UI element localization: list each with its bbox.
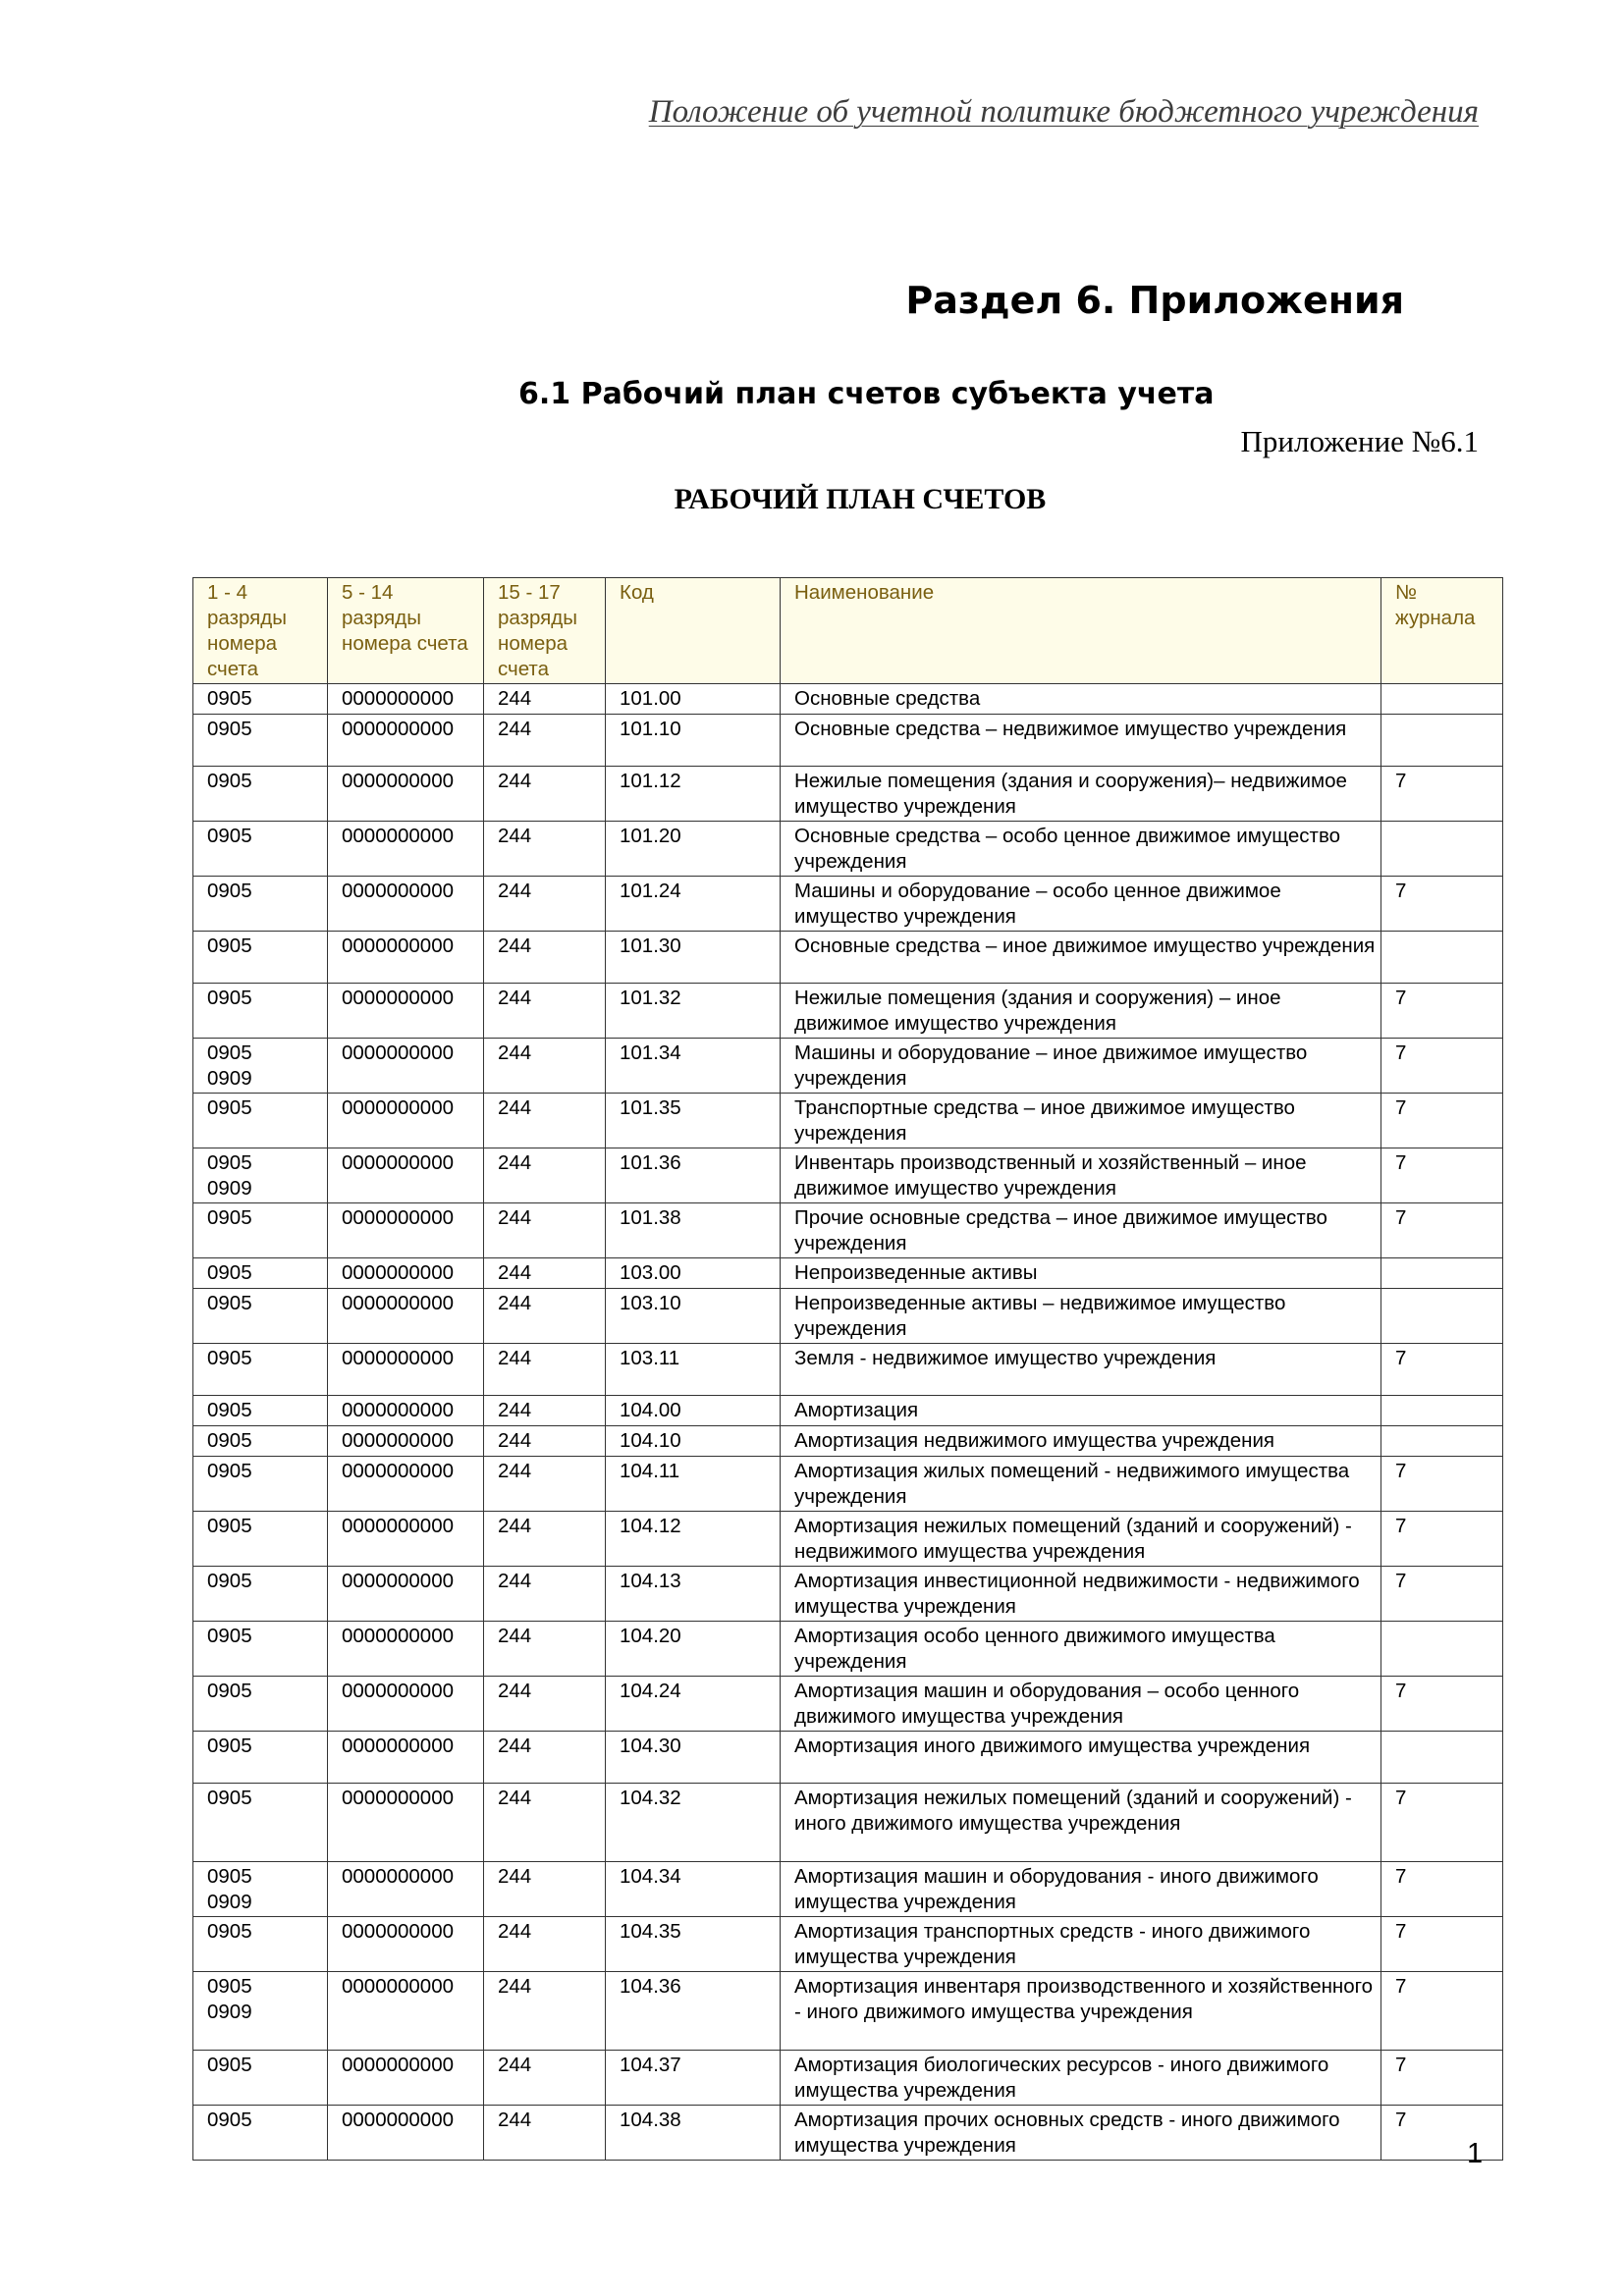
table-row	[193, 1039, 1503, 1094]
cell-journal	[1381, 822, 1503, 877]
cell-digits-1-4: 0905	[193, 1567, 328, 1622]
cell-digits-5-14: 0000000000	[328, 822, 484, 877]
cell-code: 101.38	[606, 1203, 781, 1258]
cell-digits-5-14: 0000000000	[328, 1862, 484, 1917]
cell-journal: 7	[1381, 767, 1503, 822]
cell-code: 104.38	[606, 2106, 781, 2161]
cell-digits-1-4: 0905	[193, 767, 328, 822]
cell-digits-5-14: 0000000000	[328, 1917, 484, 1972]
cell-digits-15-17: 244	[484, 2051, 606, 2106]
cell-digits-1-4: 0905	[193, 1457, 328, 1512]
cell-code: 101.12	[606, 767, 781, 822]
cell-digits-1-4: 0905	[193, 1512, 328, 1567]
table-row	[193, 1396, 1503, 1426]
cell-code: 101.00	[606, 684, 781, 715]
cell-name: Амортизация транспортных средств - иного движимого имущества учреждения	[781, 1917, 1381, 1972]
column-header-digits-15-17: 15 - 17 разряды номера счета	[484, 578, 606, 684]
cell-digits-5-14: 0000000000	[328, 932, 484, 984]
cell-digits-1-4: 0905	[193, 715, 328, 767]
cell-code: 104.32	[606, 1784, 781, 1862]
cell-digits-1-4: 0905	[193, 984, 328, 1039]
cell-name: Основные средства – недвижимое имущество учреждения	[781, 715, 1381, 767]
table-row	[193, 1203, 1503, 1258]
cell-journal: 7	[1381, 1862, 1503, 1917]
cell-digits-5-14: 0000000000	[328, 1148, 484, 1203]
cell-digits-1-4: 0905	[193, 1289, 328, 1344]
cell-digits-5-14: 0000000000	[328, 1396, 484, 1426]
cell-digits-5-14: 0000000000	[328, 1972, 484, 2051]
document-title: РАБОЧИЙ ПЛАН СЧЕТОВ	[674, 483, 1047, 515]
cell-code: 104.13	[606, 1567, 781, 1622]
cell-name: Инвентарь производственный и хозяйственный – иное движимое имущество учреждения	[781, 1148, 1381, 1203]
cell-digits-1-4: 0905	[193, 1732, 328, 1784]
cell-code: 104.34	[606, 1862, 781, 1917]
appendix-label: Приложение №6.1	[1240, 424, 1479, 458]
table-row	[193, 1426, 1503, 1457]
cell-digits-15-17: 244	[484, 1094, 606, 1148]
cell-name: Амортизация машин и оборудования – особо ценного движимого имущества учреждения	[781, 1677, 1381, 1732]
cell-digits-5-14: 0000000000	[328, 1567, 484, 1622]
cell-code: 104.20	[606, 1622, 781, 1677]
cell-digits-1-4: 0905	[193, 932, 328, 984]
cell-digits-15-17: 244	[484, 1148, 606, 1203]
cell-journal: 7	[1381, 1917, 1503, 1972]
cell-digits-5-14: 0000000000	[328, 1344, 484, 1396]
cell-name: Машины и оборудование – иное движимое имущество учреждения	[781, 1039, 1381, 1094]
cell-digits-5-14: 0000000000	[328, 877, 484, 932]
cell-digits-15-17: 244	[484, 1677, 606, 1732]
cell-digits-15-17: 244	[484, 715, 606, 767]
cell-name: Амортизация биологических ресурсов - иного движимого имущества учреждения	[781, 2051, 1381, 2106]
cell-code: 101.24	[606, 877, 781, 932]
table-row	[193, 715, 1503, 767]
table-row	[193, 684, 1503, 715]
table-row	[193, 932, 1503, 984]
cell-digits-5-14: 0000000000	[328, 1512, 484, 1567]
table-row	[193, 1784, 1503, 1862]
cell-name: Основные средства	[781, 684, 1381, 715]
cell-digits-15-17: 244	[484, 1917, 606, 1972]
cell-name: Земля - недвижимое имущество учреждения	[781, 1344, 1381, 1396]
cell-digits-5-14: 0000000000	[328, 1258, 484, 1289]
cell-code: 104.36	[606, 1972, 781, 2051]
cell-name: Амортизация машин и оборудования - иного движимого имущества учреждения	[781, 1862, 1381, 1917]
cell-code: 101.32	[606, 984, 781, 1039]
table-body	[193, 684, 1503, 2161]
cell-name: Амортизация инвестиционной недвижимости - недвижимого имущества учреждения	[781, 1567, 1381, 1622]
cell-name: Амортизация нежилых помещений (зданий и сооружений) - недвижимого имущества учреждения	[781, 1512, 1381, 1567]
cell-journal: 7	[1381, 1512, 1503, 1567]
cell-digits-1-4: 0905	[193, 1622, 328, 1677]
cell-journal: 7	[1381, 877, 1503, 932]
cell-name: Амортизация инвентаря производственного и хозяйственного - иного движимого имущества учреждения	[781, 1972, 1381, 2051]
table-row	[193, 1677, 1503, 1732]
cell-name: Непроизведенные активы – недвижимое имущество учреждения	[781, 1289, 1381, 1344]
cell-journal	[1381, 1289, 1503, 1344]
cell-journal: 7	[1381, 1344, 1503, 1396]
table-row	[193, 2051, 1503, 2106]
table-row	[193, 822, 1503, 877]
table-row	[193, 1457, 1503, 1512]
cell-journal: 7	[1381, 1203, 1503, 1258]
cell-digits-15-17: 244	[484, 1622, 606, 1677]
cell-journal: 7	[1381, 1677, 1503, 1732]
cell-code: 104.00	[606, 1396, 781, 1426]
cell-journal	[1381, 1258, 1503, 1289]
cell-digits-1-4: 0905	[193, 2106, 328, 2161]
cell-digits-1-4: 0905 0909	[193, 1039, 328, 1094]
cell-name: Нежилые помещения (здания и сооружения) – иное движимое имущество учреждения	[781, 984, 1381, 1039]
cell-digits-5-14: 0000000000	[328, 1426, 484, 1457]
cell-digits-15-17: 244	[484, 984, 606, 1039]
section-title: Раздел 6. Приложения	[905, 279, 1404, 322]
cell-digits-1-4: 0905 0909	[193, 1862, 328, 1917]
table-row	[193, 1567, 1503, 1622]
cell-digits-15-17: 244	[484, 822, 606, 877]
cell-digits-1-4: 0905	[193, 1344, 328, 1396]
chart-of-accounts-table	[192, 577, 1503, 2161]
cell-name: Амортизация прочих основных средств - иного движимого имущества учреждения	[781, 2106, 1381, 2161]
running-header: Положение об учетной политике бюджетного учреждения	[648, 94, 1479, 130]
cell-digits-1-4: 0905 0909	[193, 1148, 328, 1203]
cell-journal: 7	[1381, 1094, 1503, 1148]
column-header-digits-1-4: 1 - 4 разряды номера счета	[193, 578, 328, 684]
cell-journal: 7	[1381, 1567, 1503, 1622]
cell-digits-15-17: 244	[484, 1567, 606, 1622]
cell-code: 101.20	[606, 822, 781, 877]
table-row	[193, 767, 1503, 822]
cell-journal: 7	[1381, 1784, 1503, 1862]
cell-digits-15-17: 244	[484, 1258, 606, 1289]
cell-digits-15-17: 244	[484, 1289, 606, 1344]
cell-digits-15-17: 244	[484, 1732, 606, 1784]
cell-digits-5-14: 0000000000	[328, 1289, 484, 1344]
cell-digits-5-14: 0000000000	[328, 2106, 484, 2161]
table-row	[193, 1732, 1503, 1784]
cell-journal: 7	[1381, 2051, 1503, 2106]
cell-digits-1-4: 0905	[193, 1203, 328, 1258]
table-row	[193, 1512, 1503, 1567]
cell-digits-5-14: 0000000000	[328, 1457, 484, 1512]
table-header-row	[193, 578, 1503, 684]
table-row	[193, 1258, 1503, 1289]
cell-name: Амортизация жилых помещений - недвижимого имущества учреждения	[781, 1457, 1381, 1512]
cell-digits-5-14: 0000000000	[328, 1094, 484, 1148]
cell-digits-5-14: 0000000000	[328, 984, 484, 1039]
cell-code: 104.12	[606, 1512, 781, 1567]
table-row	[193, 1148, 1503, 1203]
cell-digits-15-17: 244	[484, 1862, 606, 1917]
cell-digits-15-17: 244	[484, 1784, 606, 1862]
cell-digits-5-14: 0000000000	[328, 2051, 484, 2106]
cell-digits-15-17: 244	[484, 1426, 606, 1457]
table-row	[193, 1094, 1503, 1148]
cell-journal	[1381, 1732, 1503, 1784]
table-row	[193, 1972, 1503, 2051]
table-row	[193, 2106, 1503, 2161]
cell-digits-15-17: 244	[484, 1203, 606, 1258]
cell-digits-5-14: 0000000000	[328, 1677, 484, 1732]
cell-code: 101.36	[606, 1148, 781, 1203]
cell-name: Амортизация нежилых помещений (зданий и сооружений) - иного движимого имущества учреждения	[781, 1784, 1381, 1862]
cell-name: Прочие основные средства – иное движимое имущество учреждения	[781, 1203, 1381, 1258]
cell-digits-1-4: 0905	[193, 684, 328, 715]
cell-journal: 7	[1381, 1457, 1503, 1512]
cell-digits-15-17: 244	[484, 684, 606, 715]
cell-journal: 7	[1381, 1972, 1503, 2051]
cell-name: Основные средства – иное движимое имущество учреждения	[781, 932, 1381, 984]
cell-digits-5-14: 0000000000	[328, 1203, 484, 1258]
cell-code: 104.24	[606, 1677, 781, 1732]
cell-digits-15-17: 244	[484, 1512, 606, 1567]
cell-digits-5-14: 0000000000	[328, 1784, 484, 1862]
cell-digits-15-17: 244	[484, 2106, 606, 2161]
cell-code: 103.00	[606, 1258, 781, 1289]
cell-journal: 7	[1381, 2106, 1503, 2161]
cell-name: Основные средства – особо ценное движимое имущество учреждения	[781, 822, 1381, 877]
cell-code: 104.37	[606, 2051, 781, 2106]
cell-code: 103.11	[606, 1344, 781, 1396]
cell-name: Нежилые помещения (здания и сооружения)– недвижимое имущество учреждения	[781, 767, 1381, 822]
cell-digits-1-4: 0905	[193, 822, 328, 877]
cell-code: 104.11	[606, 1457, 781, 1512]
cell-digits-5-14: 0000000000	[328, 1039, 484, 1094]
cell-name: Амортизация иного движимого имущества учреждения	[781, 1732, 1381, 1784]
cell-digits-5-14: 0000000000	[328, 1732, 484, 1784]
cell-code: 101.30	[606, 932, 781, 984]
table-row	[193, 1862, 1503, 1917]
cell-digits-1-4: 0905 0909	[193, 1972, 328, 2051]
cell-digits-15-17: 244	[484, 932, 606, 984]
cell-journal: 7	[1381, 1039, 1503, 1094]
cell-name: Транспортные средства – иное движимое имущество учреждения	[781, 1094, 1381, 1148]
cell-digits-5-14: 0000000000	[328, 767, 484, 822]
cell-digits-15-17: 244	[484, 1039, 606, 1094]
table-row	[193, 1344, 1503, 1396]
cell-digits-1-4: 0905	[193, 877, 328, 932]
cell-name: Амортизация особо ценного движимого имущества учреждения	[781, 1622, 1381, 1677]
cell-digits-5-14: 0000000000	[328, 715, 484, 767]
cell-digits-1-4: 0905	[193, 2051, 328, 2106]
cell-digits-1-4: 0905	[193, 1094, 328, 1148]
column-header-code: Код	[606, 578, 781, 684]
cell-name: Непроизведенные активы	[781, 1258, 1381, 1289]
column-header-name: Наименование	[781, 578, 1381, 684]
cell-code: 104.30	[606, 1732, 781, 1784]
table-row	[193, 984, 1503, 1039]
cell-digits-1-4: 0905	[193, 1917, 328, 1972]
table-row	[193, 1289, 1503, 1344]
cell-digits-1-4: 0905	[193, 1426, 328, 1457]
cell-code: 104.35	[606, 1917, 781, 1972]
cell-journal: 7	[1381, 1148, 1503, 1203]
cell-digits-1-4: 0905	[193, 1258, 328, 1289]
cell-digits-15-17: 244	[484, 1396, 606, 1426]
cell-journal	[1381, 1396, 1503, 1426]
cell-digits-15-17: 244	[484, 1344, 606, 1396]
cell-code: 101.34	[606, 1039, 781, 1094]
column-header-digits-5-14: 5 - 14 разряды номера счета	[328, 578, 484, 684]
cell-digits-15-17: 244	[484, 767, 606, 822]
table-row	[193, 877, 1503, 932]
cell-journal	[1381, 1426, 1503, 1457]
table-row	[193, 1622, 1503, 1677]
cell-digits-1-4: 0905	[193, 1784, 328, 1862]
page-number: 1	[1467, 2138, 1484, 2169]
subsection-title: 6.1 Рабочий план счетов субъекта учета	[518, 377, 1215, 411]
cell-name: Машины и оборудование – особо ценное движимое имущество учреждения	[781, 877, 1381, 932]
cell-digits-15-17: 244	[484, 1457, 606, 1512]
cell-journal	[1381, 932, 1503, 984]
table-row	[193, 1917, 1503, 1972]
cell-digits-5-14: 0000000000	[328, 684, 484, 715]
cell-name: Амортизация недвижимого имущества учреждения	[781, 1426, 1381, 1457]
cell-digits-5-14: 0000000000	[328, 1622, 484, 1677]
cell-digits-15-17: 244	[484, 1972, 606, 2051]
cell-digits-15-17: 244	[484, 877, 606, 932]
cell-code: 101.35	[606, 1094, 781, 1148]
cell-code: 101.10	[606, 715, 781, 767]
cell-journal: 7	[1381, 984, 1503, 1039]
cell-digits-1-4: 0905	[193, 1396, 328, 1426]
column-header-journal: № журнала	[1381, 578, 1503, 684]
cell-name: Амортизация	[781, 1396, 1381, 1426]
cell-digits-1-4: 0905	[193, 1677, 328, 1732]
cell-journal	[1381, 1622, 1503, 1677]
cell-code: 104.10	[606, 1426, 781, 1457]
cell-journal	[1381, 684, 1503, 715]
cell-journal	[1381, 715, 1503, 767]
cell-code: 103.10	[606, 1289, 781, 1344]
